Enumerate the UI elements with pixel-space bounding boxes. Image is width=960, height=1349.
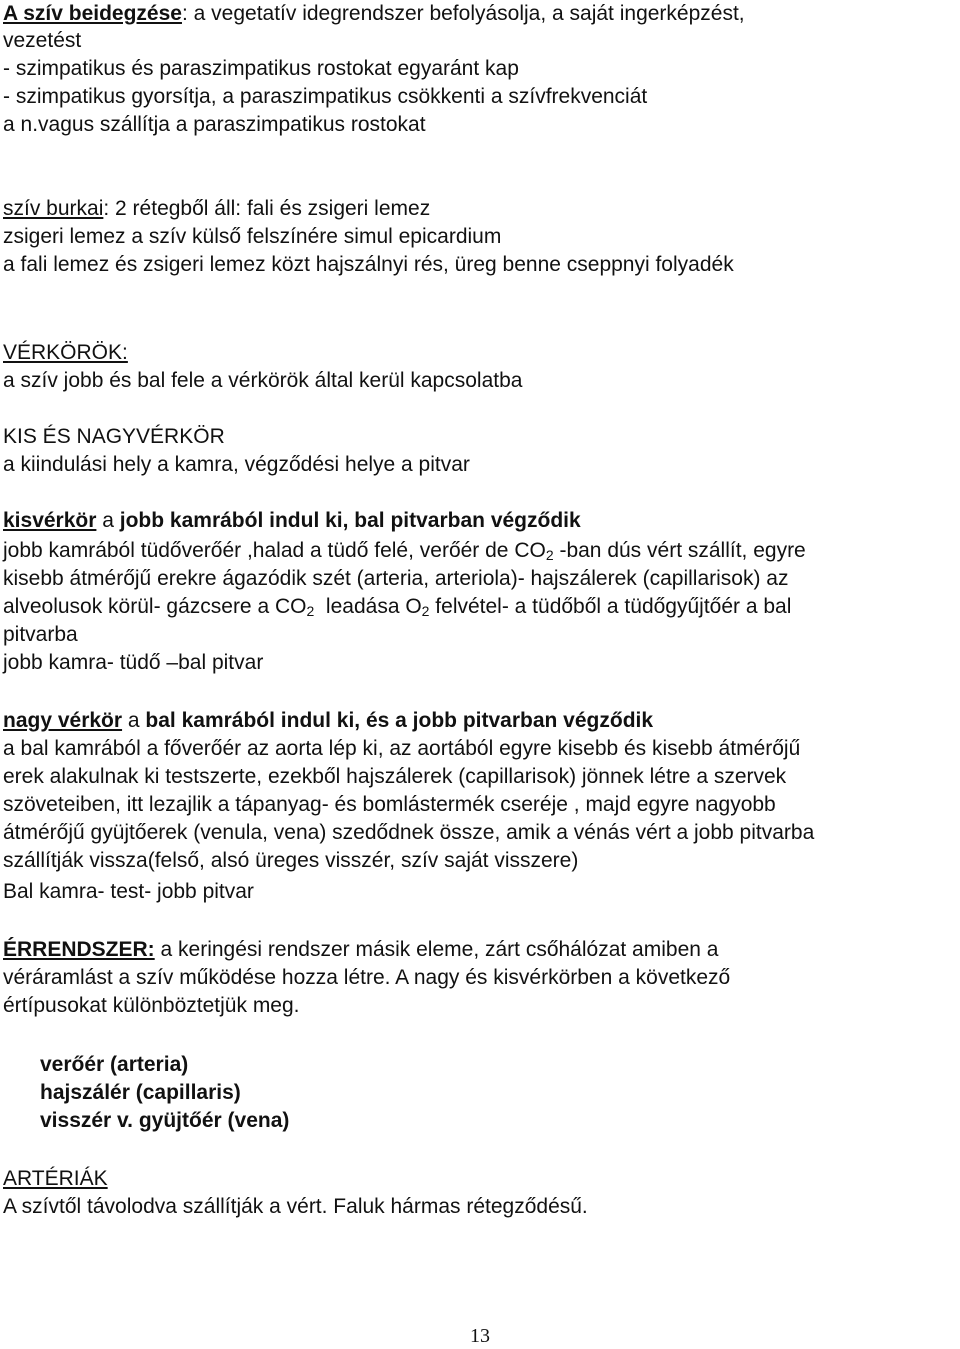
heart-innervation-title: A szív beidegzése (3, 2, 182, 25)
pulmonary-circulation-summary: jobb kamrából indul ki, bal pitvarban végződik (119, 509, 581, 532)
text-line: A szívtől távolodva szállítják a vért. Faluk hármas rétegződésű. (3, 1195, 588, 1218)
subscript: 2 (545, 547, 554, 563)
pulmonary-circulation-title: kisvérkör (3, 509, 97, 532)
text-line: jobb kamra- tüdő –bal pitvar (3, 651, 264, 674)
vascular-system-intro: a keringési rendszer másik eleme, zárt csőhálózat amiben a (154, 938, 719, 961)
vessel-type-item: visszér v. gyüjtőér (vena) (40, 1109, 290, 1132)
text-line: szöveteiben, itt lezajlik a tápanyag- és bomlástermék cseréje , majd egyre nagyobb (3, 793, 776, 816)
text-line: véráramlást a szív működése hozza létre. A nagy és kisvérkörben a következő (3, 966, 731, 989)
text-line: - szimpatikus gyorsítja, a paraszimpatikus csökkenti a szívfrekvenciát (3, 85, 648, 108)
heart-innervation-heading-line (3, 0, 745, 28)
heart-coverings-intro: : 2 rétegből áll: fali és zsigeri lemez (103, 197, 431, 220)
arteries-title: ARTÉRIÁK (3, 1167, 108, 1190)
small-large-circulation-title: KIS ÉS NAGYVÉRKÖR (3, 425, 225, 448)
pulmonary-circulation-heading-line (3, 507, 581, 535)
text-line: pitvarba (3, 623, 78, 646)
text-line: átmérőjű gyüjtőerek (venula, vena) szedődnek össze, amik a vénás vért a jobb pitvarba (3, 821, 815, 844)
connector-text: a (122, 709, 146, 732)
text-line: vezetést (3, 29, 82, 52)
text-line: - szimpatikus és paraszimpatikus rostokat egyaránt kap (3, 57, 519, 80)
vascular-system-heading-line (3, 936, 718, 964)
text-line: a bal kamrából a főverőér az aorta lép ki, az aortából egyre kisebb és kisebb átmérőjű (3, 737, 801, 760)
text-line: erek alakulnak ki testszerte, ezekből hajszálerek (capillarisok) jönnek létre a szervek (3, 765, 787, 788)
text-line: a n.vagus szállítja a paraszimpatikus rostokat (3, 113, 426, 136)
vessel-type-item: verőér (arteria) (40, 1053, 189, 1076)
text-line: kisebb átmérőjű erekre ágazódik szét (arteria, arteriola)- hajszálerek (capillarisok) az (3, 567, 789, 590)
text-line: a kiindulási hely a kamra, végződési helye a pitvar (3, 453, 470, 476)
vascular-system-title: ÉRRENDSZER: (3, 938, 155, 961)
text-line: a szív jobb és bal fele a vérkörök által kerül kapcsolatba (3, 369, 523, 392)
heart-coverings-title: szív burkai (3, 197, 104, 220)
connector-text: a (96, 509, 120, 532)
systemic-circulation-heading-line (3, 707, 653, 735)
vessel-type-item: hajszálér (capillaris) (40, 1081, 241, 1104)
text-line: Bal kamra- test- jobb pitvar (3, 880, 254, 903)
systemic-circulation-title: nagy vérkör (3, 709, 123, 732)
text-line: a fali lemez és zsigeri lemez közt hajszálnyi rés, üreg benne cseppnyi folyadék (3, 253, 734, 276)
text-line: szállítják vissza(felső, alsó üreges visszér, szív saját visszere) (3, 849, 579, 872)
subscript: 2 (306, 603, 315, 619)
heart-innervation-intro: : a vegetatív idegrendszer befolyásolja, a saját ingerképzést, (181, 2, 745, 25)
text-fragment: leadása O (314, 595, 422, 618)
text-line: értípusokat különböztetjük meg. (3, 994, 300, 1017)
text-fragment: felvétel- a tüdőből a tüdőgyűjtőér a bal (429, 595, 792, 618)
text-line: zsigeri lemez a szív külső felszínére simul epicardium (3, 225, 502, 248)
text-fragment: alveolusok körül- gázcsere a CO (3, 595, 307, 618)
systemic-circulation-summary: bal kamrából indul ki, és a jobb pitvarban végződik (145, 709, 654, 732)
subscript: 2 (421, 603, 430, 619)
text-line (3, 593, 791, 621)
circulations-title: VÉRKÖRÖK: (3, 341, 128, 364)
text-fragment: jobb kamrából tüdőverőér ,halad a tüdő felé, verőér de CO (3, 539, 546, 562)
text-line (3, 537, 806, 565)
heart-coverings-heading-line (3, 195, 430, 223)
text-fragment: -ban dús vért szállít, egyre (553, 539, 806, 562)
page-number: 13 (470, 1325, 490, 1347)
